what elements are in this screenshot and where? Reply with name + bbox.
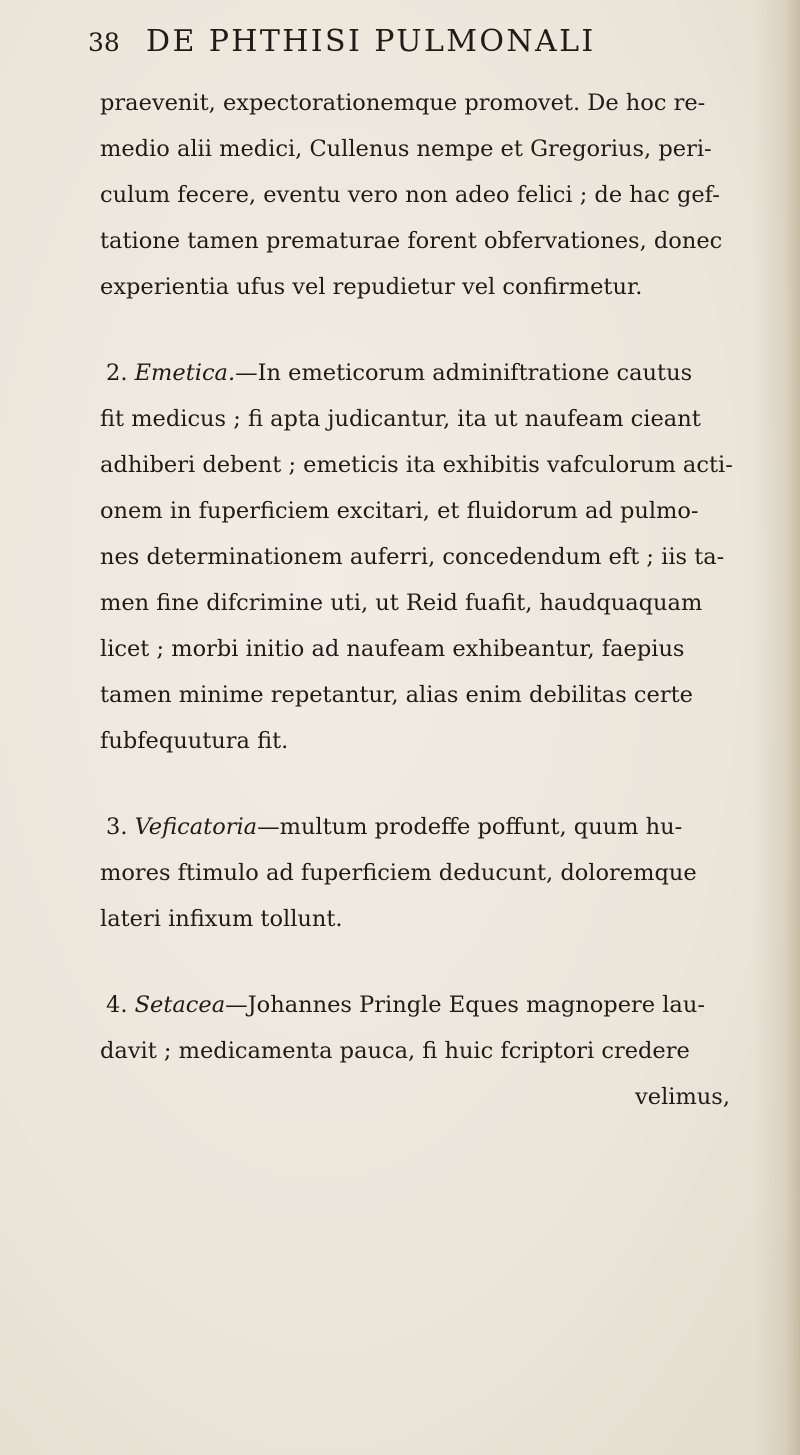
running-title: DE PHTHISI PULMONALI (146, 24, 596, 59)
text-line: tatione tamen prematurae forent obfervationes, donec (100, 228, 723, 254)
text-line: onem in fuperficiem excitari, et fluidorum ad pulmo- (100, 498, 699, 524)
text-line: praevenit, expectorationemque promovet. De hoc re- (100, 90, 706, 116)
text-line: lateri infixum tollunt. (100, 906, 343, 932)
page-number: 38 (88, 28, 120, 57)
text-line: men fine difcrimine uti, ut Reid fuafit, haudquaquam (100, 590, 703, 616)
section-text: —multum prodeffe poffunt, quum hu- (257, 814, 683, 840)
section-veficatoria (100, 804, 790, 942)
text-line: nes determinationem auferri, concedendum eft ; iis ta- (100, 544, 725, 570)
text-line: fubfequutura fit. (100, 728, 289, 754)
text-line: mores ftimulo ad fuperficiem deducunt, doloremque (100, 860, 697, 886)
text-line: davit ; medicamenta pauca, fi huic fcriptori credere (100, 1038, 690, 1064)
section-text: —Johannes Pringle Eques magnopere lau- (225, 992, 705, 1018)
body-text (100, 80, 790, 1120)
text-line: medio alii medici, Cullenus nempe et Gregorius, peri- (100, 136, 712, 162)
section-setacea (100, 982, 790, 1120)
catchword: velimus, (635, 1084, 730, 1110)
section-heading: Veficatoria (134, 814, 258, 840)
text-line: licet ; morbi initio ad naufeam exhibeantur, faepius (100, 636, 685, 662)
page-header (88, 22, 738, 68)
text-line: fit medicus ; fi apta judicantur, ita ut naufeam cieant (100, 406, 701, 432)
text-line: culum fecere, eventu vero non adeo felici ; de hac gef- (100, 182, 720, 208)
section-text: —In emeticorum adminiftratione cautus (235, 360, 693, 386)
text-line: adhiberi debent ; emeticis ita exhibitis vafculorum acti- (100, 452, 733, 478)
section-number: 4. (106, 992, 128, 1018)
text-line: tamen minime repetantur, alias enim debilitas certe (100, 682, 693, 708)
section-heading: Setacea (134, 992, 226, 1018)
text-line: experientia ufus vel repudietur vel confirmetur. (100, 274, 643, 300)
section-number: 2. (106, 360, 128, 386)
section-emetica (100, 350, 790, 764)
section-heading: Emetica. (134, 360, 236, 386)
section-number: 3. (106, 814, 128, 840)
paragraph-1 (100, 80, 790, 310)
